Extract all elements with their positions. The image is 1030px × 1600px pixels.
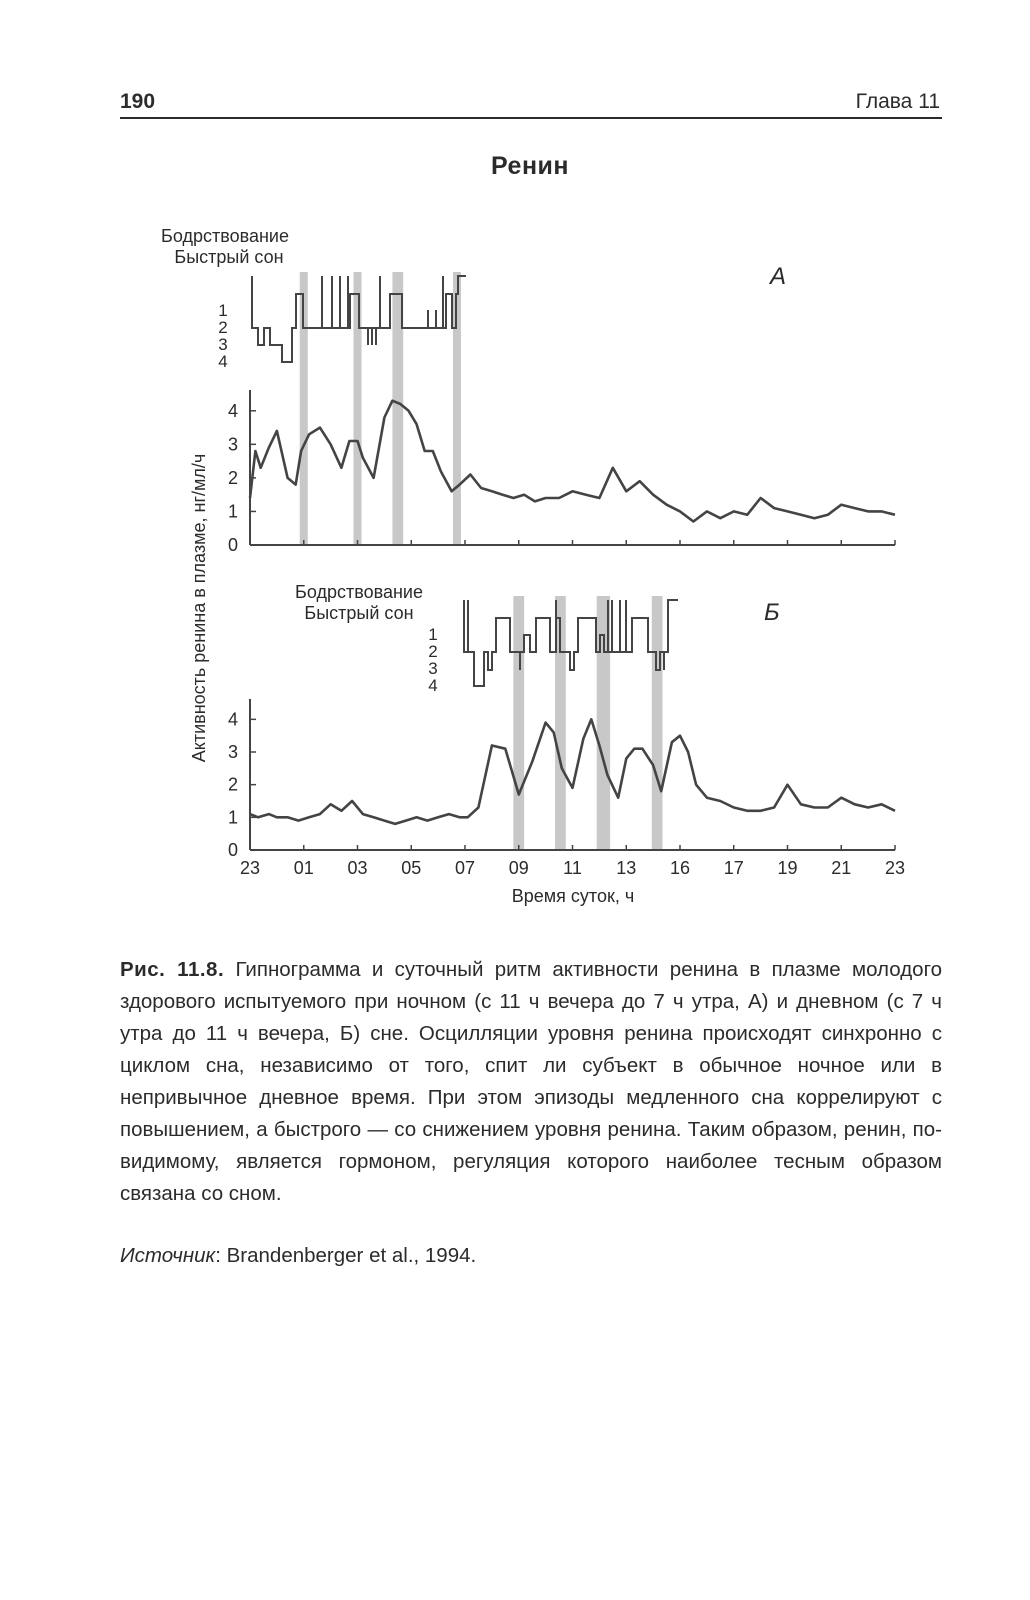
rem-band (353, 272, 361, 545)
x-tick-label: 11 (563, 858, 582, 878)
x-tick-label: 19 (777, 858, 798, 878)
y-tick-label: 4 (227, 400, 238, 421)
chapter-title: Глава 11 (855, 90, 940, 113)
y-tick-label: 0 (227, 840, 238, 860)
x-tick-label: 07 (454, 858, 476, 878)
y-tick-label: 4 (227, 709, 238, 730)
stage-label: 2 (218, 318, 228, 337)
source-label: Источник (120, 1244, 216, 1267)
stage-label: 4 (428, 676, 438, 695)
y-tick-label: 3 (227, 742, 238, 762)
renin-series-a (250, 401, 895, 522)
x-tick-label: 21 (831, 858, 852, 878)
page-number: 190 (120, 90, 156, 113)
hypnogram-b (464, 600, 678, 686)
caption-text: Гипнограмма и суточный ритм активности ренина в плазме молодого здорового испытуемого при ночном (с 11 ч вечера до 7 ч утра, А) и дневном (с 7 ч утра до 11 ч вечера, Б) сне. Осцилляции уровня ренина происходят синхронно с циклом сна, независимо от того, спит ли субъект в обычное ночное или в непривычное дневное время. При этом эпизоды медленного сна коррелируют с повышением, а быстрого — со снижением уровня ренина. Таким образом, ренин, по-видимому, является гормоном, регуляция которого наиболее тесным образом связана со сном. (120, 958, 942, 1205)
x-tick-label: 17 (723, 858, 744, 878)
x-tick-label: 13 (616, 858, 637, 878)
panel-b (228, 582, 905, 906)
x-tick-label: 23 (884, 858, 906, 878)
stage-label: 4 (218, 352, 228, 371)
rem-band (513, 596, 524, 850)
x-tick-label: 16 (669, 858, 691, 878)
hypnogram-a-label-rem: Быстрый сон (174, 247, 284, 267)
panel-a (161, 226, 895, 555)
y-tick-label: 1 (227, 807, 238, 828)
y-tick-label: 2 (227, 467, 238, 488)
y-axis-title: Активность ренина в плазме, нг/мл/ч (189, 453, 209, 763)
stage-label: 3 (428, 659, 438, 678)
figure-title: Ренин (490, 152, 570, 180)
x-tick-label: 03 (347, 858, 368, 878)
caption-label: Рис. 11.8. (120, 958, 225, 981)
x-tick-label: 23 (239, 858, 261, 878)
y-tick-label: 3 (227, 434, 238, 455)
hypnogram-a-label-wake: Бодрствование (161, 226, 289, 246)
hypnogram-b-stage-labels (428, 625, 437, 695)
y-tick-label: 0 (227, 535, 238, 555)
panel-b-label: Б (764, 599, 780, 626)
x-tick-label: 09 (508, 858, 529, 878)
renin-series-b (250, 719, 895, 824)
hypnogram-a-stage-labels (218, 301, 227, 371)
x-tick-label: 05 (401, 858, 422, 878)
figure-caption (120, 954, 942, 1210)
x-tick-label: 01 (293, 858, 314, 878)
figure-source (120, 1244, 476, 1268)
x-axis-title: Время суток, ч (511, 886, 635, 906)
panel-a-label: А (770, 263, 787, 290)
stage-label: 1 (428, 625, 438, 644)
y-tick-label: 2 (227, 774, 238, 795)
hypnogram-b-label-wake: Бодрствование (295, 582, 423, 602)
y-tick-label: 1 (227, 501, 238, 522)
y-axis-a (228, 390, 895, 555)
source-text: : Brandenberger et al., 1994. (215, 1244, 477, 1267)
stage-label: 3 (218, 335, 228, 354)
stage-label: 1 (218, 301, 228, 320)
hypnogram-b-label-rem: Быстрый сон (304, 603, 414, 623)
stage-label: 2 (428, 642, 438, 661)
rem-band (652, 596, 663, 850)
